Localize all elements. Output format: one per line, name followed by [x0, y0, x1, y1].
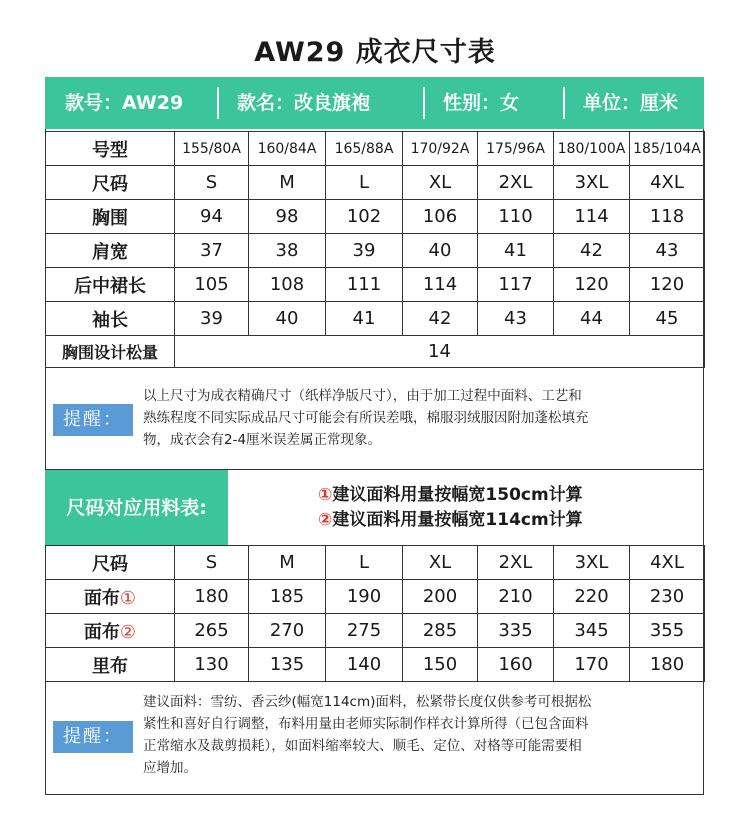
note-panel	[45, 681, 704, 795]
table-cell: 44	[554, 302, 630, 336]
table-cell: 2XL	[478, 546, 554, 580]
table-cell: XL	[403, 546, 478, 580]
table-cell: 117	[478, 268, 554, 302]
table-cell: 43	[478, 302, 554, 336]
table-cell: 38	[249, 234, 326, 268]
table-cell: 39	[175, 302, 249, 336]
table-cell: 170/92A	[403, 132, 478, 166]
table-row	[46, 648, 705, 682]
style-number: 款号：AW29	[65, 92, 184, 114]
table-cell: 265	[175, 614, 249, 648]
usage-table	[45, 545, 705, 682]
unit: 单位：厘米	[583, 92, 679, 114]
usage-line-2	[318, 508, 583, 533]
circle-marker: ①	[119, 587, 137, 609]
header-bar	[45, 77, 704, 129]
table-cell: 275	[326, 614, 403, 648]
row-label	[46, 614, 175, 648]
circle-1-marker: ①	[318, 485, 333, 505]
table-cell: 3XL	[554, 166, 630, 200]
usage-notes	[318, 483, 583, 533]
table-cell: 230	[630, 580, 705, 614]
table-row	[46, 166, 705, 200]
table-cell: 210	[478, 580, 554, 614]
note-line: 建议面料：雪纺、香云纱(幅宽114cm)面料，松紧带长度仅供参考可根据松	[143, 694, 592, 710]
table-cell: 114	[403, 268, 478, 302]
row-label: 胸围	[46, 200, 175, 234]
table-cell: 175/96A	[478, 132, 554, 166]
circle-marker: ②	[119, 621, 137, 643]
table-cell: 190	[326, 580, 403, 614]
row-label	[46, 648, 175, 682]
row-label: 后中裙长	[46, 268, 175, 302]
table-cell: 270	[249, 614, 326, 648]
table-row	[46, 268, 705, 302]
table-cell: 102	[326, 200, 403, 234]
row-label-text: 面布	[83, 587, 120, 609]
table-row	[46, 200, 705, 234]
table-cell: 180	[630, 648, 705, 682]
table-cell: 120	[554, 268, 630, 302]
table-row	[46, 132, 705, 166]
note-text	[143, 385, 589, 451]
table-cell: 150	[403, 648, 478, 682]
table-row	[46, 580, 705, 614]
header-divider	[563, 87, 565, 119]
table-cell: 39	[326, 234, 403, 268]
table-cell: XL	[403, 166, 478, 200]
row-label: 尺码	[46, 546, 175, 580]
table-cell: 200	[403, 580, 478, 614]
table-header-row	[46, 546, 705, 580]
table-cell: S	[175, 546, 249, 580]
table-row	[46, 336, 705, 368]
table-cell: 140	[326, 648, 403, 682]
table-cell: 41	[326, 302, 403, 336]
row-label: 肩宽	[46, 234, 175, 268]
table-cell: 355	[630, 614, 705, 648]
size-table	[45, 131, 705, 368]
table-cell: 3XL	[554, 546, 630, 580]
remind-badge: 提醒：	[53, 721, 133, 753]
table-row	[46, 302, 705, 336]
table-cell: 4XL	[630, 166, 705, 200]
table-cell: 285	[403, 614, 478, 648]
note-line: 熟练程度不同实际成品尺寸可能会有所误差哦，棉服羽绒服因附加蓬松填充	[143, 410, 589, 426]
table-cell: 42	[403, 302, 478, 336]
table-cell: 165/88A	[326, 132, 403, 166]
page-title: AW29 成衣尺寸表	[254, 37, 496, 68]
usage-title: 尺码对应用料表:	[45, 470, 228, 546]
table-cell: 45	[630, 302, 705, 336]
ease-value: 14	[175, 336, 705, 368]
table-cell: 41	[478, 234, 554, 268]
table-cell: 111	[326, 268, 403, 302]
table-cell: 130	[175, 648, 249, 682]
circle-2-marker: ②	[318, 510, 333, 530]
table-cell: 220	[554, 580, 630, 614]
table-cell: 160/84A	[249, 132, 326, 166]
table-cell: M	[249, 166, 326, 200]
table-cell: 180/100A	[554, 132, 630, 166]
note-line: 紧性和喜好自行调整，布料用量由老师实际制作样衣计算所得（已包含面料	[143, 716, 589, 732]
remind-badge: 提醒：	[53, 404, 133, 436]
usage-line-text: 建议面料用量按幅宽150cm计算	[332, 485, 583, 505]
note-text	[143, 691, 591, 779]
usage-line-text: 建议面料用量按幅宽114cm计算	[332, 510, 583, 530]
table-cell: 40	[249, 302, 326, 336]
table-cell: 160	[478, 648, 554, 682]
row-label-text: 里布	[92, 655, 128, 677]
table-cell: 185/104A	[630, 132, 705, 166]
table-cell: 43	[630, 234, 705, 268]
table-cell: 170	[554, 648, 630, 682]
table-cell: 37	[175, 234, 249, 268]
table-cell: S	[175, 166, 249, 200]
row-label: 袖长	[46, 302, 175, 336]
style-name: 款名：改良旗袍	[237, 92, 371, 114]
row-label: 尺码	[46, 166, 175, 200]
table-cell: 114	[554, 200, 630, 234]
note-line: 以上尺寸为成衣精确尺寸（纸样净版尺寸），由于加工过程中面料、工艺和	[143, 388, 582, 404]
table-cell: 135	[249, 648, 326, 682]
header-divider	[423, 87, 425, 119]
note-line: 应增加。	[143, 760, 197, 776]
table-cell: 118	[630, 200, 705, 234]
table-cell: 40	[403, 234, 478, 268]
row-label	[46, 580, 175, 614]
table-cell: L	[326, 166, 403, 200]
table-cell: 2XL	[478, 166, 554, 200]
table-cell: 185	[249, 580, 326, 614]
table-cell: 335	[478, 614, 554, 648]
gender: 性别：女	[443, 92, 520, 114]
table-cell: 110	[478, 200, 554, 234]
table-cell: 108	[249, 268, 326, 302]
table-row	[46, 614, 705, 648]
table-cell: 345	[554, 614, 630, 648]
table-cell: 94	[175, 200, 249, 234]
row-label-text: 面布	[83, 621, 120, 643]
table-cell: 120	[630, 268, 705, 302]
header-divider	[217, 87, 219, 119]
usage-line-1	[318, 483, 583, 508]
table-cell: 155/80A	[175, 132, 249, 166]
table-cell: 106	[403, 200, 478, 234]
table-cell: L	[326, 546, 403, 580]
note-line: 物，成衣会有2-4厘米误差属正常现象。	[143, 432, 382, 448]
note-panel	[45, 367, 704, 470]
table-cell: 98	[249, 200, 326, 234]
table-cell: M	[249, 546, 326, 580]
row-label: 胸围设计松量	[46, 336, 175, 368]
row-label: 号型	[46, 132, 175, 166]
note-line: 正常缩水及裁剪损耗），如面料缩率较大、顺毛、定位、对格等可能需要相	[143, 738, 582, 754]
table-cell: 4XL	[630, 546, 705, 580]
table-row	[46, 234, 705, 268]
table-cell: 42	[554, 234, 630, 268]
table-cell: 105	[175, 268, 249, 302]
table-cell: 180	[175, 580, 249, 614]
